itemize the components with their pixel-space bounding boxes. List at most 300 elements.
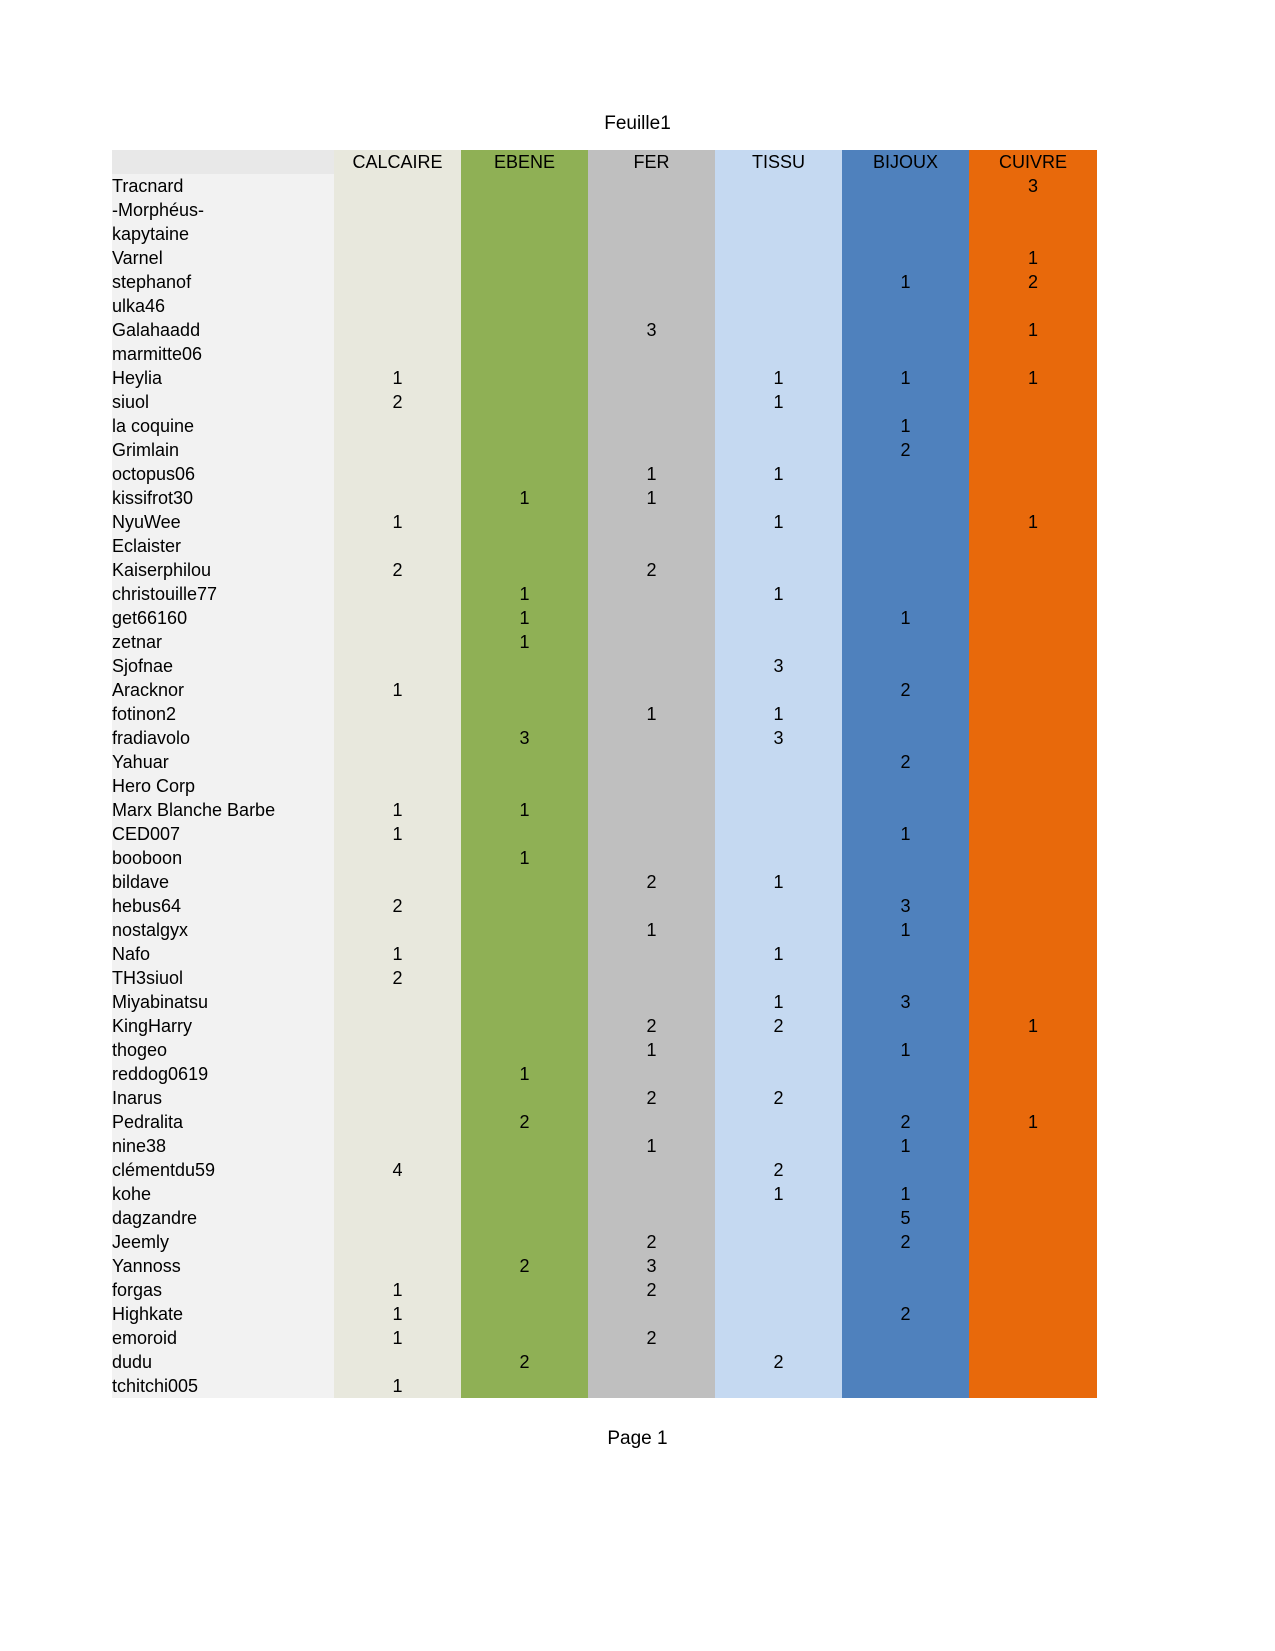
row-label: Varnel: [112, 246, 334, 270]
row-label: Miyabinatsu: [112, 990, 334, 1014]
table-cell: 1: [461, 582, 588, 606]
table-cell: [461, 1206, 588, 1230]
table-cell: 2: [842, 1110, 969, 1134]
table-cell: 1: [842, 270, 969, 294]
table-cell: [969, 630, 1097, 654]
table-cell: [842, 318, 969, 342]
column-header-tissu: TISSU: [715, 150, 842, 174]
table-cell: [969, 798, 1097, 822]
table-row: [112, 510, 1097, 534]
table-cell: 2: [588, 1278, 715, 1302]
table-cell: [715, 774, 842, 798]
table-cell: [334, 1110, 461, 1134]
table-cell: [969, 294, 1097, 318]
table-cell: [969, 390, 1097, 414]
table-cell: [588, 894, 715, 918]
table-cell: [715, 1374, 842, 1398]
table-cell: [715, 1038, 842, 1062]
table-cell: [842, 462, 969, 486]
table-cell: [969, 438, 1097, 462]
table-cell: [969, 966, 1097, 990]
table-cell: [588, 222, 715, 246]
table-cell: [842, 1062, 969, 1086]
table-cell: [461, 966, 588, 990]
table-cell: [588, 846, 715, 870]
table-cell: [588, 294, 715, 318]
table-cell: [334, 198, 461, 222]
table-cell: [969, 774, 1097, 798]
table-cell: [334, 1182, 461, 1206]
table-cell: 1: [715, 990, 842, 1014]
row-label: TH3siuol: [112, 966, 334, 990]
table-row: [112, 198, 1097, 222]
table-cell: [588, 414, 715, 438]
table-cell: [461, 366, 588, 390]
table-cell: [842, 702, 969, 726]
table-cell: 1: [588, 1038, 715, 1062]
table-cell: [461, 294, 588, 318]
table-cell: [715, 630, 842, 654]
table-row: [112, 558, 1097, 582]
table-cell: [334, 438, 461, 462]
table-row: [112, 318, 1097, 342]
table-cell: 1: [715, 582, 842, 606]
table-cell: [842, 774, 969, 798]
table-cell: 2: [842, 1230, 969, 1254]
table-cell: [715, 294, 842, 318]
table-cell: 2: [588, 1230, 715, 1254]
table-cell: [969, 462, 1097, 486]
table-cell: 1: [715, 942, 842, 966]
table-cell: [842, 390, 969, 414]
table-cell: [715, 822, 842, 846]
table-cell: [334, 174, 461, 198]
table-cell: [842, 630, 969, 654]
table-row: [112, 990, 1097, 1014]
table-cell: [334, 606, 461, 630]
table-cell: [588, 678, 715, 702]
row-label: marmitte06: [112, 342, 334, 366]
table-cell: [715, 414, 842, 438]
row-label: Galahaadd: [112, 318, 334, 342]
table-row: [112, 1206, 1097, 1230]
table-row: [112, 390, 1097, 414]
table-cell: [461, 1230, 588, 1254]
table-row: [112, 246, 1097, 270]
table-cell: 1: [715, 1182, 842, 1206]
table-cell: [334, 462, 461, 486]
table-cell: [588, 774, 715, 798]
table-cell: [842, 966, 969, 990]
table-cell: [588, 1062, 715, 1086]
row-label: siuol: [112, 390, 334, 414]
row-label: kohe: [112, 1182, 334, 1206]
table-cell: 1: [842, 918, 969, 942]
table-cell: [334, 846, 461, 870]
table-cell: 1: [334, 510, 461, 534]
table-cell: [715, 606, 842, 630]
row-label: Eclaister: [112, 534, 334, 558]
table-cell: [715, 438, 842, 462]
row-label: stephanof: [112, 270, 334, 294]
table-cell: [461, 198, 588, 222]
table-cell: [969, 654, 1097, 678]
table-cell: 3: [842, 894, 969, 918]
table-cell: [842, 294, 969, 318]
table-cell: 3: [715, 654, 842, 678]
table-cell: 1: [842, 822, 969, 846]
row-label: ulka46: [112, 294, 334, 318]
table-cell: 2: [715, 1158, 842, 1182]
sheet-title: Feuille1: [604, 113, 671, 134]
table-cell: 1: [969, 366, 1097, 390]
table-cell: 2: [461, 1254, 588, 1278]
table-cell: 1: [715, 870, 842, 894]
table-cell: 1: [969, 510, 1097, 534]
table-row: [112, 1182, 1097, 1206]
table-row: [112, 702, 1097, 726]
row-label: tchitchi005: [112, 1374, 334, 1398]
table-cell: [461, 750, 588, 774]
table-cell: [715, 1278, 842, 1302]
table-cell: [842, 1158, 969, 1182]
table-cell: 2: [842, 1302, 969, 1326]
table-header: [112, 150, 1097, 174]
table-cell: [715, 1326, 842, 1350]
table-cell: [461, 246, 588, 270]
table-cell: [969, 222, 1097, 246]
table-cell: 1: [842, 606, 969, 630]
table-cell: 1: [715, 462, 842, 486]
column-header-cuivre: CUIVRE: [969, 150, 1097, 174]
table-cell: [588, 606, 715, 630]
table-cell: 2: [588, 870, 715, 894]
table-row: [112, 1086, 1097, 1110]
table-cell: [715, 534, 842, 558]
table-cell: [715, 1230, 842, 1254]
table-row: [112, 438, 1097, 462]
row-label: booboon: [112, 846, 334, 870]
table-cell: [715, 558, 842, 582]
row-label: nine38: [112, 1134, 334, 1158]
row-label: CED007: [112, 822, 334, 846]
table-row: [112, 414, 1097, 438]
table-cell: [334, 702, 461, 726]
header-row: [112, 150, 1097, 174]
table-cell: [588, 1158, 715, 1182]
table-cell: 2: [461, 1350, 588, 1374]
table-row: [112, 294, 1097, 318]
table-cell: 2: [588, 1326, 715, 1350]
table-cell: [842, 174, 969, 198]
table-cell: 1: [334, 366, 461, 390]
table-cell: [969, 1350, 1097, 1374]
table-cell: [461, 462, 588, 486]
table-cell: [461, 822, 588, 846]
table-cell: [461, 174, 588, 198]
table-cell: 2: [588, 1014, 715, 1038]
row-label: emoroid: [112, 1326, 334, 1350]
table-cell: [461, 774, 588, 798]
table-row: [112, 1110, 1097, 1134]
table-cell: 1: [588, 486, 715, 510]
table-cell: [969, 1182, 1097, 1206]
table-cell: [588, 798, 715, 822]
table-row: [112, 462, 1097, 486]
row-label: Inarus: [112, 1086, 334, 1110]
table-cell: 1: [334, 678, 461, 702]
table-cell: 2: [969, 270, 1097, 294]
table-cell: 1: [334, 1302, 461, 1326]
table-cell: [334, 726, 461, 750]
table-cell: [715, 918, 842, 942]
table-cell: [715, 894, 842, 918]
table-cell: 1: [588, 1134, 715, 1158]
row-label: Tracnard: [112, 174, 334, 198]
table-row: [112, 1374, 1097, 1398]
table-cell: [842, 870, 969, 894]
row-label: Pedralita: [112, 1110, 334, 1134]
table-cell: 2: [715, 1086, 842, 1110]
table-cell: [461, 1182, 588, 1206]
table-cell: [588, 630, 715, 654]
table-cell: 1: [461, 798, 588, 822]
table-cell: [588, 966, 715, 990]
table-cell: [461, 438, 588, 462]
table-cell: [969, 534, 1097, 558]
table-cell: [969, 1230, 1097, 1254]
table-cell: [334, 534, 461, 558]
table-row: [112, 942, 1097, 966]
table-cell: 1: [334, 942, 461, 966]
table-cell: [969, 1278, 1097, 1302]
table-cell: 1: [842, 414, 969, 438]
table-cell: [969, 558, 1097, 582]
page-footer: Page 1: [607, 1428, 668, 1449]
table-cell: [334, 1230, 461, 1254]
row-label: KingHarry: [112, 1014, 334, 1038]
table-cell: [842, 846, 969, 870]
table-cell: [461, 270, 588, 294]
table-cell: [588, 366, 715, 390]
table-cell: [334, 1014, 461, 1038]
table-cell: [334, 1350, 461, 1374]
table-cell: [334, 246, 461, 270]
table-row: [112, 534, 1097, 558]
table-cell: [334, 918, 461, 942]
table-cell: [969, 822, 1097, 846]
table-cell: [969, 606, 1097, 630]
table-cell: [969, 1134, 1097, 1158]
table-cell: [842, 198, 969, 222]
table-cell: 3: [842, 990, 969, 1014]
table-cell: [842, 1278, 969, 1302]
table-cell: [334, 1062, 461, 1086]
table-row: [112, 366, 1097, 390]
table-cell: [842, 1326, 969, 1350]
table-cell: [334, 582, 461, 606]
table-cell: [588, 246, 715, 270]
table-cell: [588, 270, 715, 294]
row-label: Sjofnae: [112, 654, 334, 678]
table-cell: [969, 702, 1097, 726]
table-row: [112, 486, 1097, 510]
table-cell: [461, 318, 588, 342]
table-cell: [461, 1326, 588, 1350]
table-cell: [969, 486, 1097, 510]
table-cell: [334, 654, 461, 678]
table-cell: [334, 1038, 461, 1062]
table-cell: 1: [588, 702, 715, 726]
table-cell: [461, 942, 588, 966]
table-cell: [461, 918, 588, 942]
table-cell: [969, 1206, 1097, 1230]
table-cell: [588, 942, 715, 966]
table-cell: 5: [842, 1206, 969, 1230]
table-cell: [842, 798, 969, 822]
row-label: Aracknor: [112, 678, 334, 702]
table-cell: 1: [461, 630, 588, 654]
table-cell: [715, 1302, 842, 1326]
table-cell: 2: [588, 558, 715, 582]
table-cell: [969, 1302, 1097, 1326]
table-cell: [334, 414, 461, 438]
table-cell: 2: [842, 678, 969, 702]
table-cell: [461, 870, 588, 894]
table-cell: [715, 750, 842, 774]
column-header-ebene: EBENE: [461, 150, 588, 174]
table-cell: [461, 1302, 588, 1326]
row-label: NyuWee: [112, 510, 334, 534]
row-label: kissifrot30: [112, 486, 334, 510]
table-cell: [715, 342, 842, 366]
table-cell: 1: [969, 1014, 1097, 1038]
row-label: forgas: [112, 1278, 334, 1302]
table-cell: 1: [842, 1134, 969, 1158]
table-row: [112, 1278, 1097, 1302]
table-cell: [334, 1206, 461, 1230]
row-label: kapytaine: [112, 222, 334, 246]
table-cell: [715, 678, 842, 702]
table-cell: [588, 438, 715, 462]
table-cell: [461, 1158, 588, 1182]
table-cell: 3: [588, 318, 715, 342]
table-row: [112, 870, 1097, 894]
table-cell: [969, 582, 1097, 606]
table-cell: [969, 678, 1097, 702]
table-cell: [842, 558, 969, 582]
table-cell: [969, 870, 1097, 894]
table-body: [112, 174, 1097, 1398]
row-label: Yahuar: [112, 750, 334, 774]
table-cell: [842, 1374, 969, 1398]
table-row: [112, 174, 1097, 198]
table-cell: [461, 414, 588, 438]
table-cell: [461, 342, 588, 366]
row-label: Grimlain: [112, 438, 334, 462]
spreadsheet-table: [112, 150, 1077, 1398]
table-cell: [715, 174, 842, 198]
table-cell: [334, 342, 461, 366]
table-cell: 2: [588, 1086, 715, 1110]
table-cell: [842, 654, 969, 678]
table-row: [112, 1134, 1097, 1158]
table-row: [112, 918, 1097, 942]
table-cell: [588, 1350, 715, 1374]
table-row: [112, 630, 1097, 654]
table-cell: [334, 318, 461, 342]
table-cell: 1: [461, 486, 588, 510]
table-cell: [715, 1254, 842, 1278]
table-cell: [842, 342, 969, 366]
table-cell: 1: [334, 1326, 461, 1350]
row-label: get66160: [112, 606, 334, 630]
table-cell: [842, 486, 969, 510]
row-label: Jeemly: [112, 1230, 334, 1254]
table-row: [112, 1302, 1097, 1326]
table-cell: [969, 1374, 1097, 1398]
table-cell: 1: [588, 462, 715, 486]
table-cell: [969, 414, 1097, 438]
table-cell: [842, 246, 969, 270]
table-cell: [461, 222, 588, 246]
table-cell: 1: [715, 366, 842, 390]
table-cell: [334, 990, 461, 1014]
table-cell: [588, 582, 715, 606]
table-cell: [969, 942, 1097, 966]
table-row: [112, 270, 1097, 294]
table-cell: [969, 1062, 1097, 1086]
table-cell: 1: [334, 798, 461, 822]
table-cell: [461, 1086, 588, 1110]
table-cell: 1: [842, 366, 969, 390]
table-cell: [969, 1254, 1097, 1278]
row-label: thogeo: [112, 1038, 334, 1062]
table-cell: 3: [588, 1254, 715, 1278]
table-cell: [588, 1302, 715, 1326]
table-cell: [715, 246, 842, 270]
row-label: zetnar: [112, 630, 334, 654]
table-cell: [334, 870, 461, 894]
table-cell: [461, 558, 588, 582]
table-cell: [969, 990, 1097, 1014]
table-cell: [715, 846, 842, 870]
table-row: [112, 654, 1097, 678]
table-cell: 1: [969, 246, 1097, 270]
table-cell: [715, 1206, 842, 1230]
table-row: [112, 222, 1097, 246]
row-label: la coquine: [112, 414, 334, 438]
row-label: Kaiserphilou: [112, 558, 334, 582]
table-cell: [588, 1206, 715, 1230]
table-cell: [588, 390, 715, 414]
table-cell: [461, 534, 588, 558]
table-cell: [461, 510, 588, 534]
table-row: [112, 582, 1097, 606]
table-cell: [715, 1062, 842, 1086]
table-cell: [461, 1134, 588, 1158]
table-cell: 2: [334, 558, 461, 582]
table-row: [112, 1014, 1097, 1038]
table-cell: [461, 990, 588, 1014]
table-cell: [461, 894, 588, 918]
table-cell: [715, 1134, 842, 1158]
column-header-name: [112, 150, 334, 174]
table-cell: [461, 1038, 588, 1062]
table-cell: [969, 342, 1097, 366]
table-cell: 2: [461, 1110, 588, 1134]
table-cell: [715, 270, 842, 294]
